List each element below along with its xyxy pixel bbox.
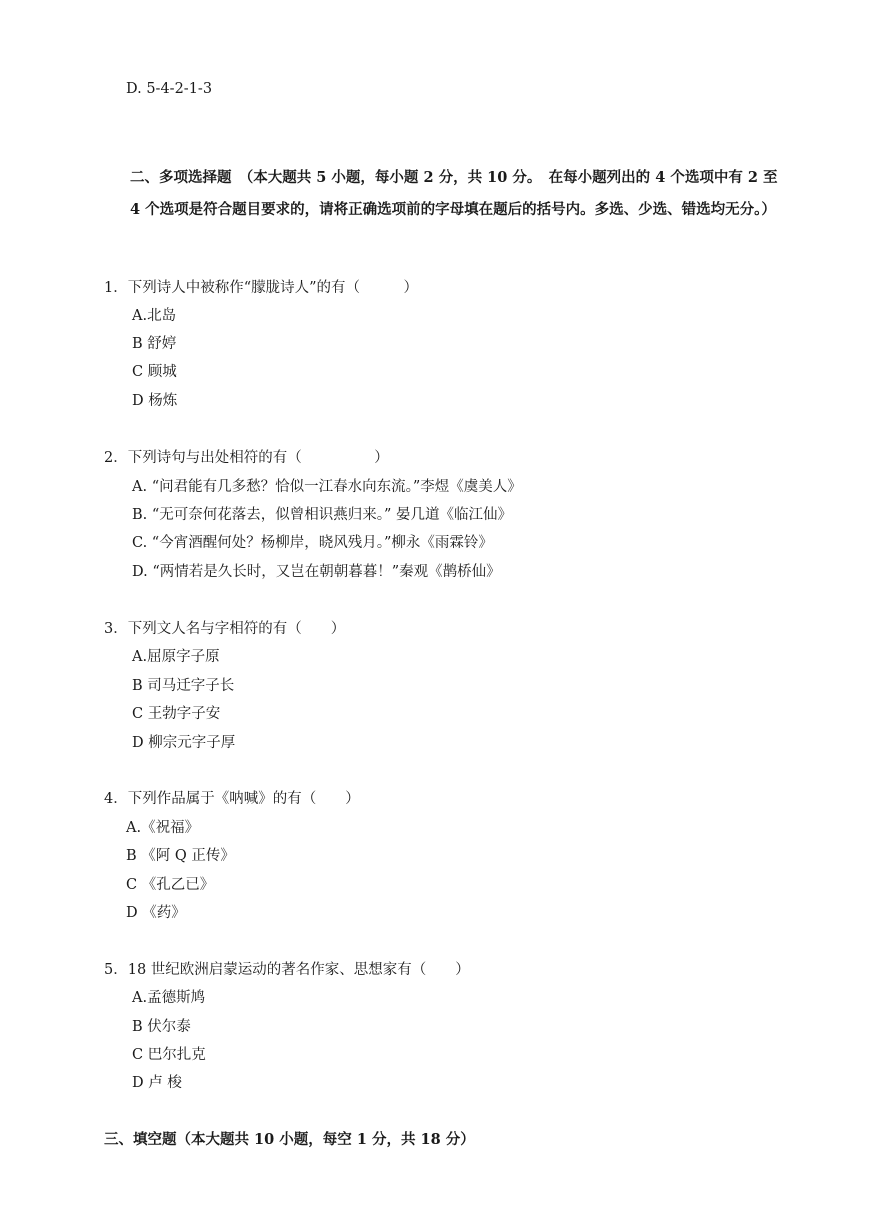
question-2-stem: 2．下列诗句与出处相符的有（ ）	[104, 450, 389, 466]
question-5-option-b: B 伏尔泰	[132, 1019, 191, 1035]
question-5-option-d: D 卢 梭	[132, 1075, 182, 1091]
question-3-stem: 3．下列文人名与字相符的有（ ）	[104, 621, 346, 637]
question-5-option-c: C 巴尔扎克	[132, 1047, 206, 1063]
section2-heading	[104, 162, 784, 226]
question-4-option-d: D 《药》	[126, 905, 186, 921]
question-2-option-c: C. “今宵酒醒何处？杨柳岸，晓风残月。”柳永《雨霖铃》	[132, 535, 493, 551]
question-3-option-d: D 柳宗元字子厚	[132, 735, 236, 751]
question-4-option-c: C 《孔乙已》	[126, 877, 215, 893]
question-3-option-b: B 司马迁字子长	[132, 678, 235, 694]
question-1-option-b: B 舒婷	[132, 336, 177, 352]
section2-text: 二、多项选择题 （本大题共 5 小题，每小题 2 分，共 10 分。 在每小题列出的 4 个选项中有 2 至 4 个选项是符合题目要求的，请将正确选项前的字母填在题后的括号内。多选、少选、错选均无分。）	[130, 169, 778, 218]
question-4-option-a: A.《祝福》	[126, 820, 200, 836]
question-1-option-c: C 顾城	[132, 364, 177, 380]
question-3-option-c: C 王勃字子安	[132, 706, 221, 722]
question-4-option-b: B 《阿 Q 正传》	[126, 848, 235, 864]
section3-heading: 三、填空题（本大题共 10 小题，每空 1 分，共 18 分）	[104, 1131, 475, 1148]
question-2-option-a: A. “问君能有几多愁？恰似一江春水向东流。”李煜《虞美人》	[132, 479, 522, 495]
question-1-stem: 1．下列诗人中被称作“朦胧诗人”的有（ ）	[104, 280, 419, 296]
question-4-stem: 4．下列作品属于《呐喊》的有（ ）	[104, 791, 360, 807]
question-1-option-d: D 杨炼	[132, 393, 178, 409]
question-3-option-a: A.屈原字子原	[132, 649, 220, 665]
question-5-stem: 5．18 世纪欧洲启蒙运动的著名作家、思想家有（ ）	[104, 962, 470, 978]
question-2-option-d: D. “两情若是久长时，又岂在朝朝暮暮！”秦观《鹊桥仙》	[132, 564, 501, 580]
question-5-option-a: A.孟德斯鸠	[132, 990, 206, 1006]
top-option-d: D. 5-4-2-1-3	[126, 81, 213, 97]
question-2-option-b: B. “无可奈何花落去，似曾相识燕归来。” 晏几道《临江仙》	[132, 507, 513, 523]
question-1-option-a: A.北岛	[132, 308, 177, 324]
